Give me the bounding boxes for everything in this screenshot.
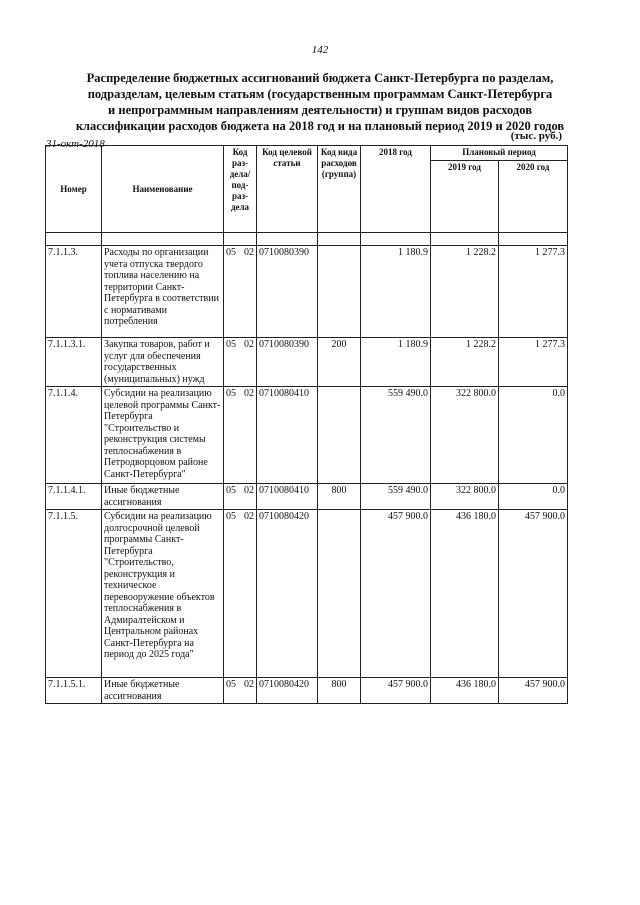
row-number: 7.1.1.5. (46, 510, 102, 678)
row-section-code (224, 678, 257, 704)
row-section-code (224, 338, 257, 387)
row-section: 05 (226, 388, 236, 399)
row-number: 7.1.1.3. (46, 246, 102, 338)
row-2020-value: 1 277.3 (499, 246, 568, 338)
row-2020-value: 457 900.0 (499, 678, 568, 704)
row-section-code (224, 387, 257, 484)
row-2019-value: 1 228.2 (431, 338, 499, 387)
row-2018-value: 457 900.0 (361, 678, 431, 704)
spacer-row (46, 233, 568, 246)
row-2019-value: 436 180.0 (431, 678, 499, 704)
header-planned-period: Плановый период (431, 146, 568, 161)
row-target-code: 0710080390 (257, 246, 318, 338)
row-2019-value: 322 800.0 (431, 484, 499, 510)
header-2019: 2019 год (431, 161, 499, 233)
table-row (46, 484, 568, 510)
header-number: Номер (46, 146, 102, 233)
row-subsection: 02 (244, 247, 254, 258)
row-name: Иные бюджетные ассигнования (102, 484, 224, 510)
row-section: 05 (226, 511, 236, 522)
row-target-code: 0710080410 (257, 387, 318, 484)
row-2020-value: 0.0 (499, 387, 568, 484)
row-number: 7.1.1.4.1. (46, 484, 102, 510)
row-target-code: 0710080410 (257, 484, 318, 510)
header-2020: 2020 год (499, 161, 568, 233)
row-target-code: 0710080420 (257, 678, 318, 704)
row-section: 05 (226, 485, 236, 496)
row-2018-value: 559 490.0 (361, 484, 431, 510)
title-line: подразделам, целевым статьям (государственным программам Санкт-Петербурга (87, 87, 553, 101)
row-2020-value: 1 277.3 (499, 338, 568, 387)
budget-table (45, 145, 568, 704)
row-section: 05 (226, 339, 236, 350)
row-subsection: 02 (244, 485, 254, 496)
row-subsection: 02 (244, 339, 254, 350)
table-row (46, 246, 568, 338)
row-kind-code: 800 (318, 484, 361, 510)
table-row (46, 510, 568, 678)
row-section-code (224, 246, 257, 338)
document-date: 31-окт-2018 (46, 138, 105, 150)
row-name: Расходы по организации учета отпуска твердого топлива населению на территории Санкт-Петербурга в соответствии с нормативами потребления (102, 246, 224, 338)
row-section-code (224, 484, 257, 510)
row-2019-value: 322 800.0 (431, 387, 499, 484)
row-kind-code: 200 (318, 338, 361, 387)
document-title (40, 70, 600, 134)
header-2018: 2018 год (361, 146, 431, 233)
row-2018-value: 559 490.0 (361, 387, 431, 484)
row-2018-value: 1 180.9 (361, 338, 431, 387)
row-kind-code (318, 246, 361, 338)
row-subsection: 02 (244, 679, 254, 690)
table-row (46, 678, 568, 704)
row-section-code (224, 510, 257, 678)
row-2019-value: 1 228.2 (431, 246, 499, 338)
header-row (46, 146, 568, 161)
header-target: Код целевой статьи (257, 146, 318, 233)
row-target-code: 0710080390 (257, 338, 318, 387)
row-number: 7.1.1.3.1. (46, 338, 102, 387)
units-label: (тыс. руб.) (510, 130, 562, 142)
header-name: Наименование (102, 146, 224, 233)
row-section: 05 (226, 679, 236, 690)
table-row (46, 387, 568, 484)
header-kind: Код вида расходов (группа) (318, 146, 361, 233)
row-number: 7.1.1.5.1. (46, 678, 102, 704)
title-line: и непрограммным направлениям деятельности) и группам видов расходов (108, 103, 532, 117)
row-2020-value: 457 900.0 (499, 510, 568, 678)
table-body (46, 246, 568, 704)
row-target-code: 0710080420 (257, 510, 318, 678)
row-name: Субсидии на реализацию долгосрочной целевой программы Санкт-Петербурга "Строительство, реконструкция и техническое перевооружение объектов теплоснабжения в Адмиралтейском и Центральном районах Санкт-Петербурга на период до 2025 года" (102, 510, 224, 678)
title-line: Распределение бюджетных ассигнований бюджета Санкт-Петербурга по разделам, (86, 71, 554, 85)
row-subsection: 02 (244, 388, 254, 399)
header-section: Код раз- дела/ под- раз- дела (224, 146, 257, 233)
row-section: 05 (226, 247, 236, 258)
row-2020-value: 0.0 (499, 484, 568, 510)
row-name: Субсидии на реализацию целевой программы Санкт-Петербурга "Строительство и реконструкция системы теплоснабжения в Петродворцовом районе Санкт-Петербурга" (102, 387, 224, 484)
row-kind-code (318, 510, 361, 678)
row-name: Иные бюджетные ассигнования (102, 678, 224, 704)
row-2018-value: 457 900.0 (361, 510, 431, 678)
row-2019-value: 436 180.0 (431, 510, 499, 678)
row-name: Закупка товаров, работ и услуг для обеспечения государственных (муниципальных) нужд (102, 338, 224, 387)
title-line: классификации расходов бюджета на 2018 год и на плановый период 2019 и 2020 годов (75, 119, 565, 133)
row-subsection: 02 (244, 511, 254, 522)
page-number: 142 (311, 44, 329, 56)
row-2018-value: 1 180.9 (361, 246, 431, 338)
row-kind-code (318, 387, 361, 484)
row-kind-code: 800 (318, 678, 361, 704)
row-number: 7.1.1.4. (46, 387, 102, 484)
table-row (46, 338, 568, 387)
